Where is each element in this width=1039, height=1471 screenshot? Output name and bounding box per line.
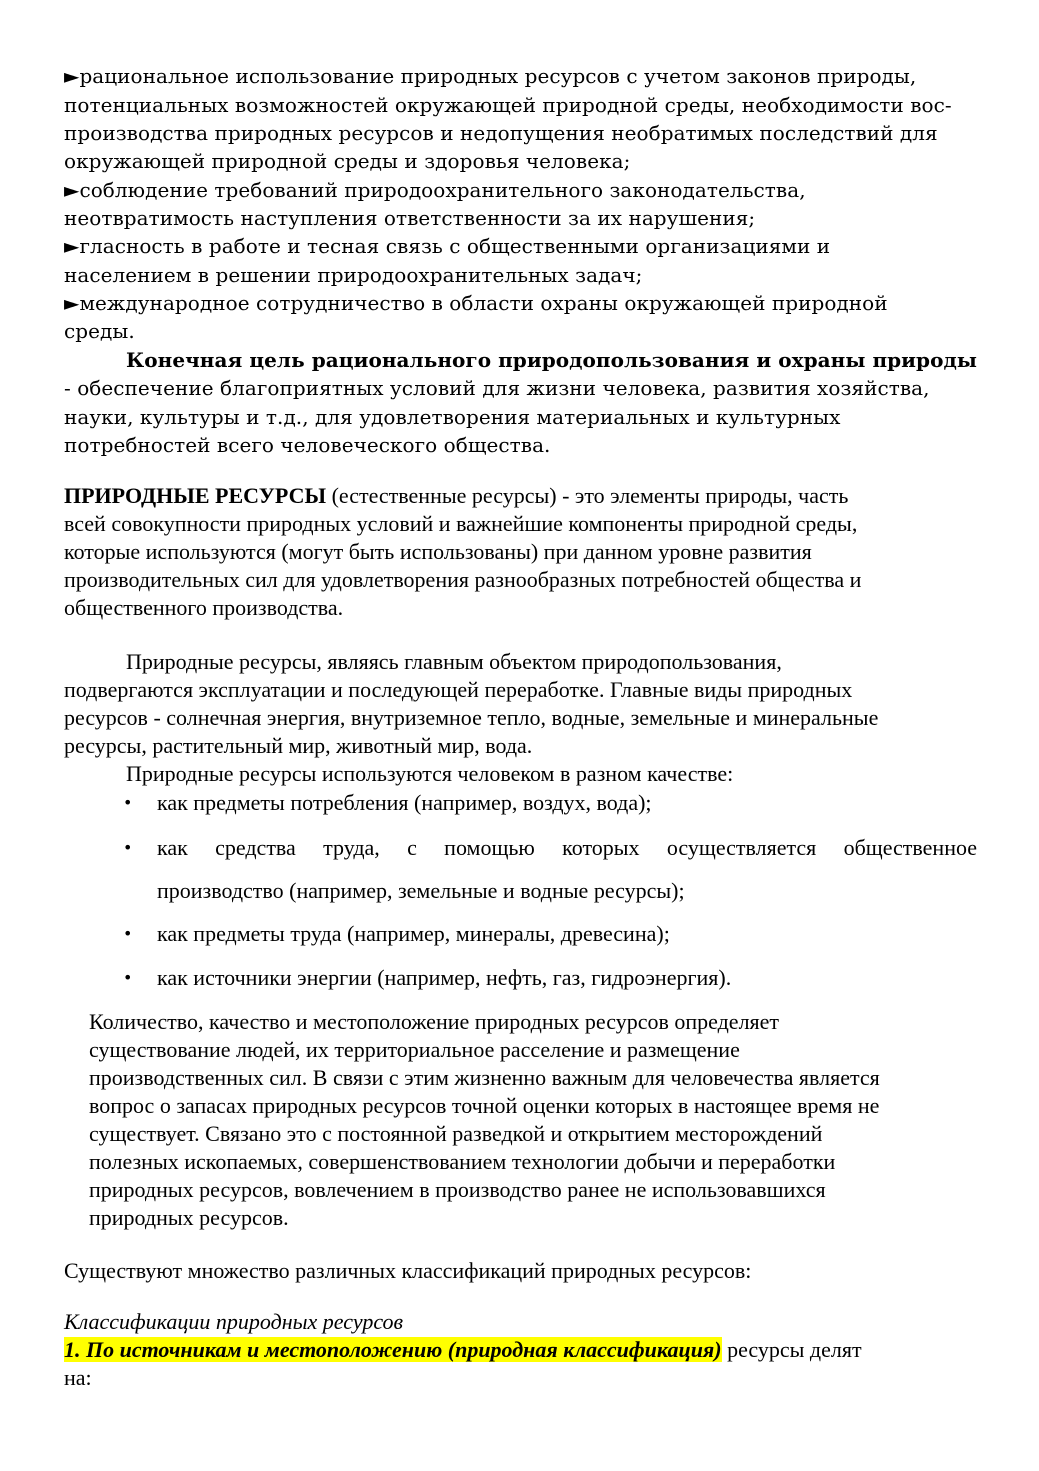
quantity-line-5: существует. Связано это с постоянной разведкой и открытием месторождений [89, 1121, 823, 1146]
goal-line-4: потребностей всего человеческого общества. [64, 433, 551, 457]
triangle-bullet-icon: ► [64, 234, 80, 258]
quantity-line-7: природных ресурсов, вовлечением в производство ранее не использовавшихся [89, 1177, 826, 1202]
principle-1-line-2: потенциальных возможностей окружающей природной среды, необходимости вос- [64, 93, 952, 117]
usage-line-2: подвергаются эксплуатации и последующей переработке. Главные виды природных [64, 677, 853, 702]
triangle-bullet-icon: ► [64, 64, 80, 88]
principle-4-line-1: ►международное сотрудничество в области охраны окружающей природной [64, 291, 888, 315]
bullet-item-4: как источники энергии (например, нефть, газ, гидроэнергия). [157, 965, 732, 990]
principle-2-line-1: ►соблюдение требований природоохранительного законодательства, [64, 178, 806, 202]
usage-line-4: ресурсы, растительный мир, животный мир, вода. [64, 733, 533, 758]
definition-line-3: которые используются (могут быть использованы) при данном уровне развития [64, 539, 812, 564]
definition-term: ПРИРОДНЫЕ РЕСУРСЫ [64, 483, 327, 508]
classification-item-1-highlight: 1. По источникам и местоположению (природная классификация) [64, 1337, 722, 1362]
triangle-bullet-icon: ► [64, 291, 80, 315]
bullet-item-2-line-1: как средства труда, с помощью которых осуществляется общественное [157, 835, 977, 860]
triangle-bullet-icon: ► [64, 178, 80, 202]
quantity-line-2: существование людей, их территориальное расселение и размещение [89, 1037, 740, 1062]
definition-line-4: производительных сил для удовлетворения разнообразных потребностей общества и [64, 567, 862, 592]
definition-line-2: всей совокупности природных условий и важнейшие компоненты природной среды, [64, 511, 858, 536]
bullet-item-2-line-2: производство (например, земельные и водные ресурсы); [157, 878, 685, 903]
bullet-item-1: как предметы потребления (например, воздух, вода); [157, 790, 652, 815]
principle-2-line-2: неотвратимость наступления ответственности за их нарушения; [64, 206, 756, 230]
bullet-dot-icon: • [123, 838, 133, 857]
classification-item-1: 1. По источникам и местоположению (природная классификация) ресурсы делят [64, 1337, 862, 1362]
classifications-heading: Классификации природных ресурсов [64, 1309, 404, 1334]
quantity-line-8: природных ресурсов. [89, 1205, 289, 1230]
quantity-line-3: производственных сил. В связи с этим жизненно важным для человечества является [89, 1065, 880, 1090]
quantity-line-6: полезных ископаемых, совершенствованием технологии добычи и переработки [89, 1149, 836, 1174]
goal-heading: Конечная цель рационального природопользования и охраны природы [126, 348, 977, 372]
goal-line-3: науки, культуры и т.д., для удовлетворения материальных и культурных [64, 405, 841, 429]
usage-line-1: Природные ресурсы, являясь главным объектом природопользования, [126, 649, 782, 674]
bullet-dot-icon: • [123, 968, 133, 987]
definition-line-5: общественного производства. [64, 595, 344, 620]
principle-4-line-2: среды. [64, 319, 135, 343]
principle-1-line-4: окружающей природной среды и здоровья человека; [64, 149, 631, 173]
principle-1-line-1: ►рациональное использование природных ресурсов с учетом законов природы, [64, 64, 917, 88]
goal-line-2: - обеспечение благоприятных условий для жизни человека, развития хозяйства, [64, 376, 930, 400]
classifications-intro: Существуют множество различных классификаций природных ресурсов: [64, 1258, 752, 1283]
quantity-line-1: Количество, качество и местоположение природных ресурсов определяет [89, 1009, 780, 1034]
principle-1-line-3: производства природных ресурсов и недопущения необратимых последствий для [64, 121, 938, 145]
bullet-dot-icon: • [123, 924, 133, 943]
bullet-dot-icon: • [123, 793, 133, 812]
usage-line-3: ресурсов - солнечная энергия, внутриземное тепло, водные, земельные и минеральные [64, 705, 879, 730]
classification-item-1-line-2: на: [64, 1365, 92, 1390]
quantity-line-4: вопрос о запасах природных ресурсов точной оценки которых в настоящее время не [89, 1093, 880, 1118]
principle-3-line-2: населением в решении природоохранительных задач; [64, 263, 643, 287]
definition-line-1: ПРИРОДНЫЕ РЕСУРСЫ (естественные ресурсы) - это элементы природы, часть [64, 483, 849, 508]
bullet-item-3: как предметы труда (например, минералы, древесина); [157, 921, 670, 946]
principle-3-line-1: ►гласность в работе и тесная связь с общественными организациями и [64, 234, 831, 258]
usage-line-5: Природные ресурсы используются человеком в разном качестве: [126, 761, 734, 786]
